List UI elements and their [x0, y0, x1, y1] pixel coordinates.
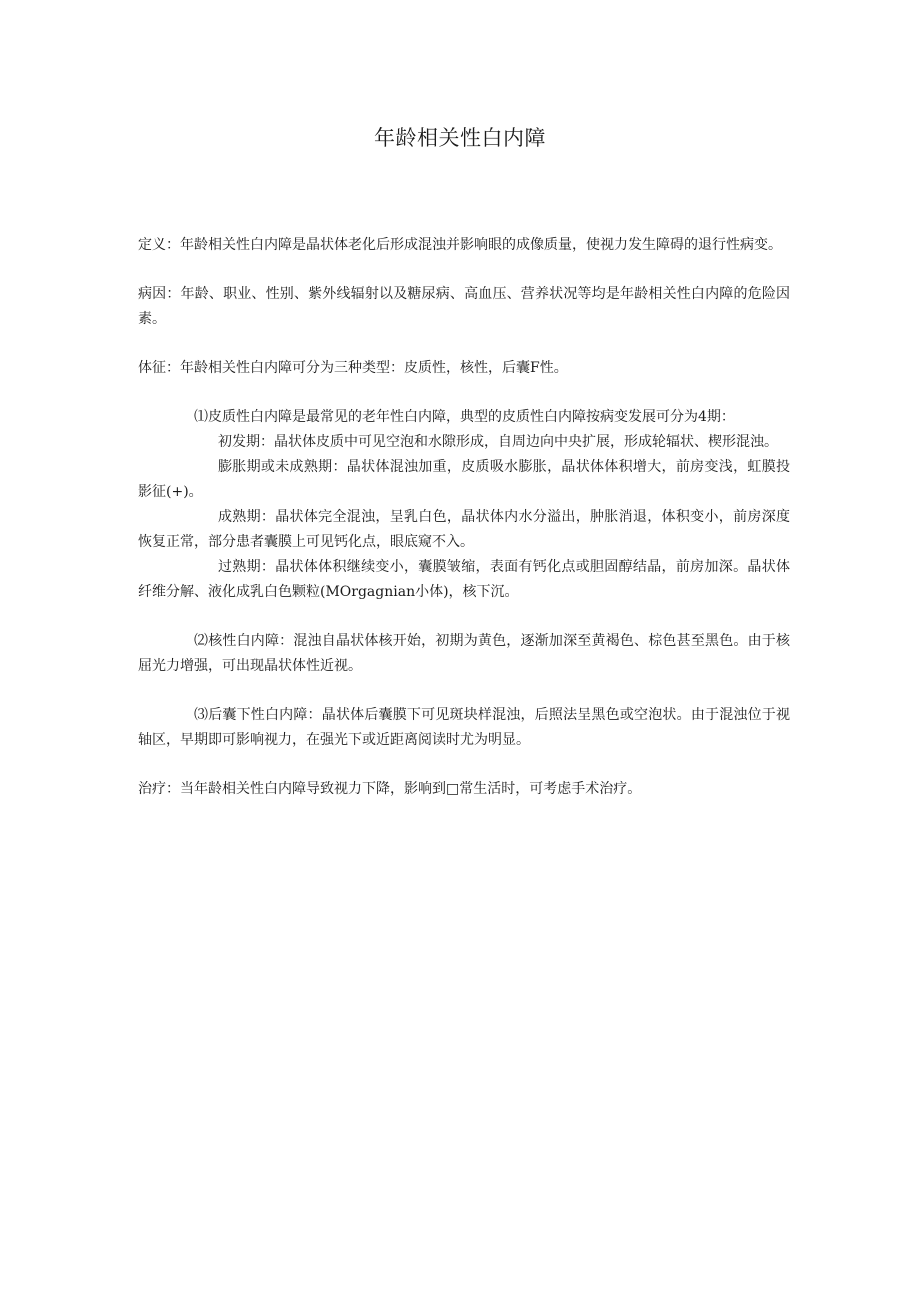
etiology-paragraph: 病因：年龄、职业、性别、紫外线辐射以及糖尿病、高血压、营养状况等均是年龄相关性白内障的危险因素。	[138, 286, 790, 327]
paragraph-gap	[138, 753, 790, 777]
paragraph-gap	[138, 679, 790, 703]
document-body	[138, 233, 790, 802]
signs-paragraph: 体征：年龄相关性白内障可分为三种类型：皮质性，核性，后囊F性。	[138, 360, 568, 376]
cortical-stage-intumescent: 膨胀期或未成熟期：晶状体混浊加重，皮质吸水膨胀，晶状体体积增大，前房变浅，虹膜投影征(+)。	[138, 459, 790, 500]
paragraph-gap	[138, 258, 790, 282]
document-title: 年龄相关性白内障	[374, 126, 546, 150]
cortical-stage-mature: 成熟期：晶状体完全混浊，呈乳白色，晶状体内水分溢出，肿胀消退，体积变小，前房深度恢复正常，部分患者囊膜上可见钙化点，眼底窥不入。	[138, 509, 790, 550]
nuclear-paragraph: ⑵核性白内障：混浊自晶状体核开始，初期为黄色，逐渐加深至黄褐色、棕色甚至黑色。由于核屈光力增强，可出现晶状体性近视。	[138, 633, 790, 674]
definition-paragraph: 定义：年龄相关性白内障是晶状体老化后形成混浊并影响眼的成像质量，使视力发生障碍的退行性病变。	[138, 237, 782, 253]
cortical-intro-paragraph: ⑴皮质性白内障是最常见的老年性白内障，典型的皮质性白内障按病变发展可分为4期：	[194, 409, 735, 425]
treatment-paragraph: 治疗：当年龄相关性白内障导致视力下降，影响到□常生活时，可考虑手术治疗。	[138, 781, 642, 797]
paragraph-gap	[138, 332, 790, 356]
paragraph-gap	[138, 605, 790, 629]
subcapsular-paragraph: ⑶后囊下性白内障：晶状体后囊膜下可见斑块样混浊，后照法呈黑色或空泡状。由于混浊位于视轴区，早期即可影响视力，在强光下或近距离阅读时尤为明显。	[138, 707, 790, 748]
cortical-stage-hypermature: 过熟期：晶状体体积继续变小，囊膜皱缩，表面有钙化点或胆固醇结晶，前房加深。晶状体纤维分解、液化成乳白色颗粒(MOrgagnian小体)，核下沉。	[138, 559, 790, 600]
paragraph-gap	[138, 381, 790, 405]
cortical-stage-initial: 初发期：晶状体皮质中可见空泡和水隙形成，自周边向中央扩展，形成轮辐状、楔形混浊。	[218, 434, 778, 450]
